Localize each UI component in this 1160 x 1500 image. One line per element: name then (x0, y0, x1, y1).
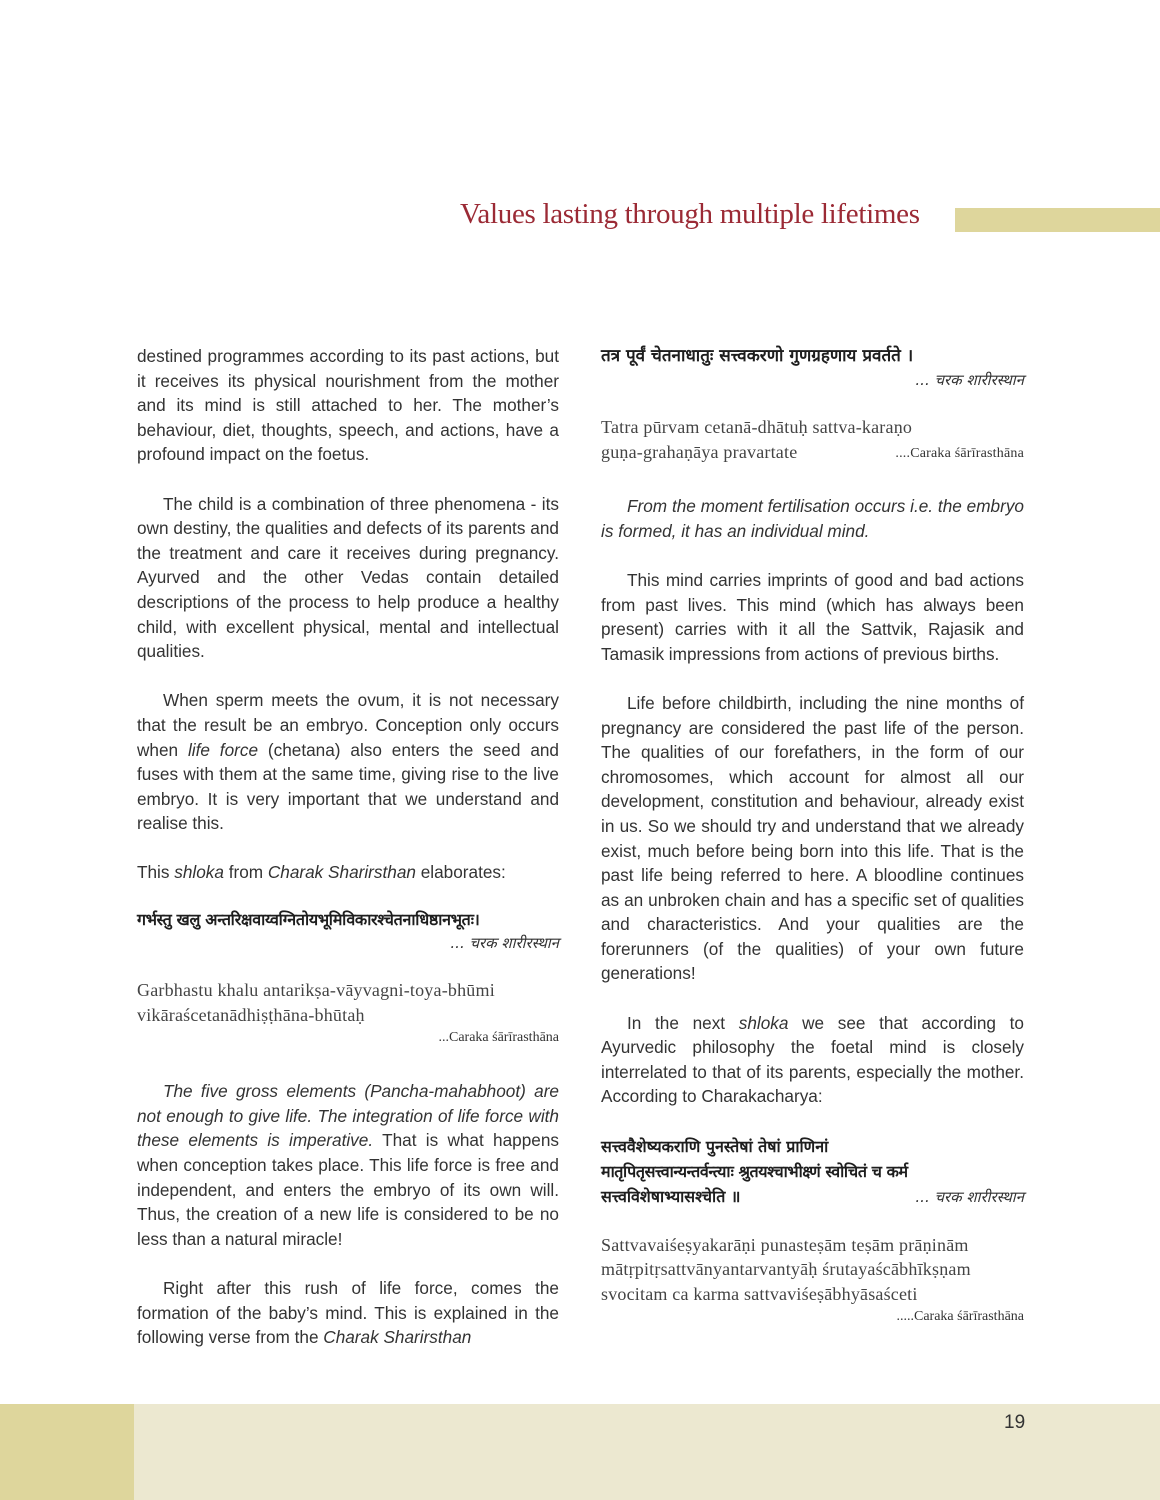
transliteration-line (601, 440, 1024, 465)
page-footer (0, 1404, 1160, 1500)
italic-term: Charak Sharirsthan (323, 1327, 472, 1348)
text-run: from (223, 862, 268, 883)
transliteration-line: mātṛpitṛsattvānyantarvantyāḥ śrutayaścābhīkṣṇam (601, 1259, 971, 1280)
transliteration-line: Garbhastu khalu antarikṣa-vāyvagni-toya-bhūmi (137, 980, 495, 1001)
italic-term: life force (187, 739, 259, 760)
italic-term: Charak Sharirsthan (267, 862, 416, 883)
italic-term: shloka (738, 1012, 789, 1033)
left-column (137, 344, 559, 1374)
text-run: (chetana) also enters the seed and fuses with them at the same time, giving rise to the live embryo. It is very important that we understand and realise this. (137, 739, 559, 834)
text-run: elaborates: (415, 862, 506, 883)
transliteration-citation: ....Caraka śārīrasthāna (895, 445, 1024, 461)
paragraph (137, 1079, 559, 1251)
text-run: This (137, 862, 175, 883)
paragraph (137, 1276, 559, 1350)
devanagari-citation: ... चरक शारीरस्थान (450, 934, 559, 953)
paragraph (601, 1011, 1024, 1109)
transliteration-line: Sattvavaiśeṣyakarāṇi punasteṣām teṣām prāṇinām (601, 1234, 969, 1255)
paragraph (137, 860, 559, 885)
italic-term: shloka (174, 862, 224, 883)
transliteration-line: vikāraścetanādhiṣṭhāna-bhūtaḥ (137, 1004, 365, 1025)
footer-accent-block (0, 1404, 134, 1500)
devanagari-verse: सत्त्वविशेषाभ्यासश्चेति ॥ (601, 1186, 741, 1206)
paragraph: From the moment fertilisation occurs i.e. the embryo is formed, it has an individual mind. (601, 496, 1024, 541)
title-accent-bar (955, 208, 1160, 232)
paragraph: The child is a combination of three phenomena - its own destiny, the qualities and defects of its parents and the treatment and care it receives during pregnancy. Ayurved and the other Vedas contain detailed descriptions of the process to help produce a healthy child, with excellent physical, mental and intellectual qualities. (137, 493, 559, 662)
devanagari-citation: ... चरक शारीरस्थान (915, 1187, 1024, 1206)
text-run: That is what happens when conception takes place. This life force is free and independent, and enters the embryo of its own will. Thus, the creation of a new life is considered to be no less than a natural miracle! (137, 1130, 559, 1249)
text-run: In the next (627, 1012, 739, 1033)
devanagari-verse: तत्र पूर्वं चेतनाधातुः सत्त्वकरणो गुणग्रहणाय प्रवर्तते । (601, 346, 914, 366)
transliteration-citation: .....Caraka śārīrasthāna (896, 1309, 1024, 1325)
transliteration-citation: ...Caraka śārīrasthāna (438, 1030, 559, 1046)
page-number: 19 (1004, 1412, 1026, 1433)
devanagari-verse: मातृपितृसत्त्वान्यन्तर्वन्त्याः श्रुतयश्चाभीक्ष्णं स्वोचितं च कर्म (601, 1161, 908, 1181)
paragraph: This mind carries imprints of good and bad actions from past lives. This mind (which has always been present) carries with it all the Sattvik, Rajasik and Tamasik impressions from actions of previous births. (601, 569, 1024, 664)
paragraph: destined programmes according to its past actions, but it receives its physical nourishment from the mother and its mind is still attached to her. The mother’s behaviour, diet, thoughts, speech, and actions, have a profound impact on the foetus. (137, 346, 559, 465)
paragraph (137, 688, 559, 836)
devanagari-verse: सत्त्ववैशेष्यकराणि पुनस्तेषां तेषां प्राणिनां (601, 1136, 829, 1156)
devanagari-verse: गर्भस्तु खलु अन्तरिक्षवाय्वग्नितोयभूमिविकारश्चेतनाधिष्ठानभूतः। (137, 910, 480, 930)
devanagari-citation: ... चरक शारीरस्थान (915, 371, 1024, 389)
transliteration-text: guṇa-grahaṇāya pravartate (601, 441, 798, 462)
italic-text: The five gross elements (Pancha-mahabhoot) are not enough to give life. The integration of life force with these elements is imperative. (137, 1081, 559, 1151)
shloka-block (137, 907, 559, 1049)
transliteration-line: Tatra pūrvam cetanā-dhātuḥ sattva-karaṇo (601, 417, 913, 437)
page-title: Values lasting through multiple lifetimes (460, 198, 920, 230)
right-column (601, 344, 1024, 1328)
text-run: Right after this rush of life force, comes the formation of the baby’s mind. This is explained in the following verse from the (137, 1278, 559, 1348)
paragraph: Life before childbirth, including the nine months of pregnancy are considered the past life of the person. The qualities of our forefathers, in the form of our chromosomes, which account for almost all our development, constitution and behaviour, already exist in us. So we should try and understand that we already exist, much before being born into this life. That is the past life being referred to here. A bloodline continues as an unbroken chain and has a specific set of qualities and characteristics. And your qualities are the forerunners (of the qualities) of your own future generations! (601, 692, 1024, 984)
text-run: When sperm meets the ovum, it is not necessary that the result be an embryo. Conception only occurs when (137, 690, 559, 760)
shloka-block (601, 344, 1024, 464)
transliteration-line: svocitam ca karma sattvaviśeṣābhyāsaśceti (601, 1283, 918, 1304)
shloka-block (601, 1134, 1024, 1329)
text-run: we see that according to Ayurvedic philosophy the foetal mind is closely interrelated to that of its parents, especially the mother. According to Charakacharya: (601, 1012, 1024, 1107)
devanagari-verse-row (601, 1184, 1024, 1209)
